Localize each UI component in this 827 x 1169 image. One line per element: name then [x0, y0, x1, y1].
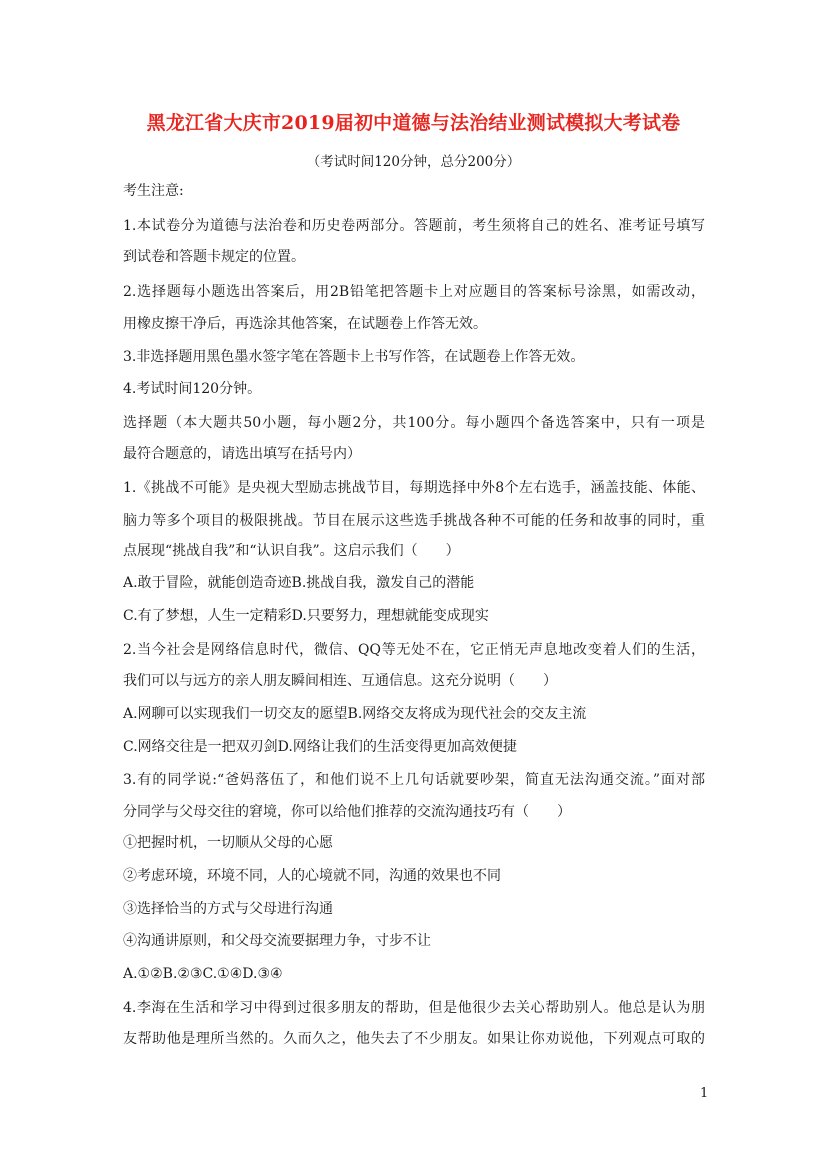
text-line: ④沟通讲原则，和父母交流要据理力争，寸步不让	[123, 933, 431, 949]
text-line: 我们可以与远方的亲人朋友瞬间相连、互通信息。这充分说明（ ）	[123, 673, 557, 689]
text-line: 脑力等多个项目的极限挑战。节目在展示这些选手挑战各种不可能的任务和故事的同时，重	[123, 513, 705, 529]
text-line: 1.《挑战不可能》是央视大型励志挑战节目，每期选择中外8个左右选手，涵盖技能、体能、	[123, 480, 705, 496]
text-line: 最符合题意的，请选出填写在括号内）	[123, 446, 361, 462]
text-line: 4.考试时间120分钟。	[123, 381, 262, 397]
text-line: ①把握时机，一切顺从父母的心愿	[123, 835, 333, 851]
exam-time-note: （考试时间120分钟，总分200分）	[306, 154, 521, 170]
text-line: 选择题（本大题共50小题，每小题2分，共100分。每小题四个备选答案中，只有一项是	[123, 415, 705, 431]
text-line: A.网聊可以实现我们一切交友的愿望B.网络交友将成为现代社会的交友主流	[123, 706, 587, 722]
text-line: A.①②B.②③C.①④D.③④	[123, 966, 283, 982]
text-line: 2.选择题每小题选出答案后，用2B铅笔把答题卡上对应题目的答案标号涂黑，如需改动，	[123, 284, 705, 300]
text-line: 用橡皮擦干净后，再选涂其他答案，在试题卷上作答无效。	[123, 316, 487, 332]
text-line: 2.当今社会是网络信息时代，微信、QQ等无处不在，它正悄无声息地改变着人们的生活，	[123, 642, 705, 658]
text-line: ②考虑环境，环境不同，人的心境就不同，沟通的效果也不同	[123, 868, 501, 884]
text-line: 3.非选择题用黑色墨水签字笔在答题卡上书写作答，在试题卷上作答无效。	[123, 349, 585, 365]
text-line: 1.本试卷分为道德与法治卷和历史卷两部分。答题前，考生须将自己的姓名、准考证号填写	[123, 218, 705, 234]
text-line: C.有了梦想，人生一定精彩D.只要努力，理想就能变成现实	[123, 608, 489, 624]
text-line: 3.有的同学说:“爸妈落伍了，和他们说不上几句话就要吵架，简直无法沟通交流。”面对部	[123, 772, 705, 788]
text-line: 友帮助他是理所当然的。久而久之，他失去了不少朋友。如果让你劝说他，下列观点可取的	[123, 1031, 705, 1047]
page-number: 1	[700, 1086, 709, 1101]
text-line: 考生注意:	[123, 183, 184, 199]
page-title: 黑龙江省大庆市2019届初中道德与法治结业测试模拟大考试卷	[146, 112, 681, 134]
text-line: 到试卷和答题卡规定的位置。	[123, 249, 305, 265]
text-line: C.网络交往是一把双刃剑D.网络让我们的生活变得更加高效便捷	[123, 739, 517, 755]
text-line: 4.李海在生活和学习中得到过很多朋友的帮助，但是他很少去关心帮助别人。他总是认为朋	[123, 1000, 705, 1016]
text-line: 点展现“挑战自我”和“认识自我”。这启示我们（ ）	[123, 543, 460, 559]
text-line: 分同学与父母交往的窘境，你可以给他们推荐的交流沟通技巧有（ ）	[123, 804, 571, 820]
text-line: ③选择恰当的方式与父母进行沟通	[123, 901, 333, 917]
text-line: A.敢于冒险，就能创造奇迹B.挑战自我，激发自己的潜能	[123, 575, 475, 591]
